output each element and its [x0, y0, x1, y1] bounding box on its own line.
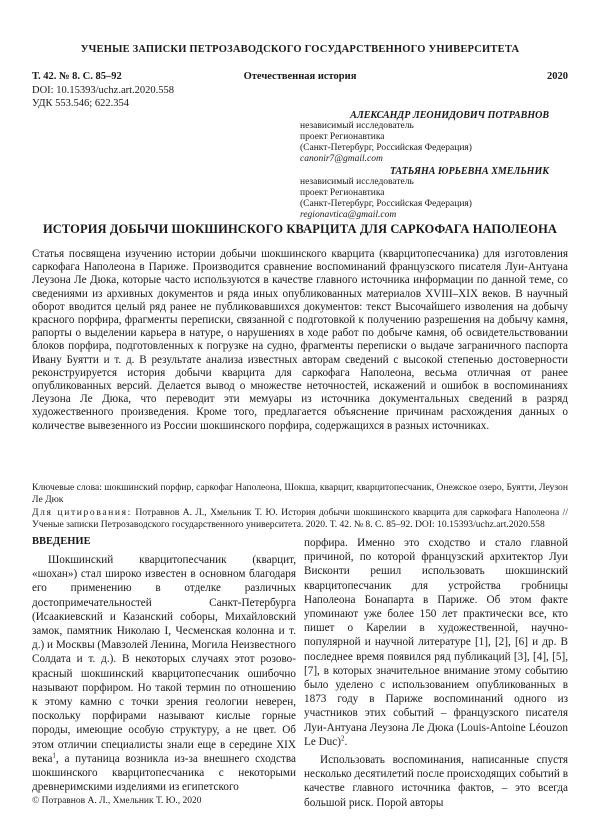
abstract: Статья посвящена изучению истории добычи шокшинского кварцита (кварцитопесчаника) для изготовления саркофага Наполеона в Париже. Производится сравнение воспоминаний французского писателя Луи-Антуана Леузона Ле Дюка, которые часто используются в качестве главного источника информации по данной теме, со сведениями из архивных документов и ряда иных опубликованных материалов XVIII–XIX веков. В научный оборот вводится целый ряд ранее не публиковавшихся документов: текст Высочайшего изволения на добычу красного порфира, фрагменты переписки, связанной с подготовкой к получению разрешения на добычу камня, рапорты о выделении карьера в натуре, о нарушениях в ходе работ по добыче камня, об освидетельствовании блоков порфира, подготовленных к погрузке на судно, фрагменты переписки о выдаче заграничного паспорта Ивану Буятти и т. д. В результате анализа известных авторам сведений с высокой степенью достоверности реконструируется история добычи кварцита для саркофага Наполеона, весьма отличная от ранее опубликованных версий. Делается вывод о множестве неточностей, искажений и ошибок в воспоминаниях Леузона Ле Дюка, что переводит эти мемуары из источника документальных сведений в разряд художественного произведения. Кроме того, предлагается объяснение причинам расхождения данных о количестве вывезенного из России шокшинского порфира, содержащихся в разных источниках. [32, 248, 568, 432]
doi[interactable]: DOI: 10.15393/uchz.art.2020.558 [32, 85, 175, 96]
issue-meta-row [32, 71, 568, 82]
author-affiliation-line: (Санкт-Петербург, Российская Федерация) [300, 143, 472, 153]
body-paragraph [32, 553, 296, 794]
article-title: ИСТОРИЯ ДОБЫЧИ ШОКШИНСКОГО КВАРЦИТА ДЛЯ САРКОФАГА НАПОЛЕОНА [42, 222, 558, 236]
citation-text: Потравнов А. Л., Хмельник Т. Ю. История добычи шокшинского кварцита для саркофага Наполеона // Ученые записки Петрозаводского государственного университета. 2020. Т. 42. № 8. С. 85–92. DOI: 10.15393/uchz.art.2020.558 [32, 507, 568, 530]
journal-title: УЧЕНЫЕ ЗАПИСКИ ПЕТРОЗАВОДСКОГО ГОСУДАРСТВЕННОГО УНИВЕРСИТЕТА [80, 44, 520, 55]
body-text: . [344, 735, 348, 748]
author-name: ТАТЬЯНА ЮРЬЕВНА ХМЕЛЬНИК [390, 166, 549, 177]
author-email[interactable]: regionavtica@gmail.com [300, 210, 397, 220]
author-block-2 [300, 166, 549, 221]
author-affiliation-line: проект Регионавтика [300, 188, 385, 198]
author-affiliation-line: независимый исследователь [300, 177, 414, 187]
citation [32, 507, 568, 531]
udc: УДК 553.546; 622.354 [32, 98, 129, 109]
author-affiliation-line: (Санкт-Петербург, Российская Федерация) [300, 199, 472, 209]
section-name: Отечественная история [243, 71, 357, 82]
body-text: Шокшинский кварцитопесчаник (кварцит, «шохан») стал широко известен в основном благодаря его применению в отделке различных достопримечательностей Санкт-Петербурга (Исаакиевский и Казанский соборы, Михайловский замок, памятник Николаю I, Чесменская колонна и т. д.) и Москвы (Мавзолей Ленина, Могила Неизвестного Солдата и т. д.). В некоторых случаях этот розово-красный шокшинский кварцитопесчаник ошибочно называют порфиром. Но такой термин по отношению к этому камню с точки зрения геологии неверен, поскольку порфирами называют кислые горные породы, имеющие особую структуру, а не цвет. Об этом отличии специалисты знали еще в середине XIX века [32, 554, 296, 765]
issue-info: Т. 42. № 8. С. 85–92 [32, 71, 122, 82]
body-column-right [304, 536, 568, 810]
footnote-ref[interactable]: 2 [340, 734, 345, 743]
keywords-label: Ключевые слова: [32, 482, 102, 493]
author-name: АЛЕКСАНДР ЛЕОНИДОВИЧ ПОТРАВНОВ [350, 110, 549, 121]
body-column-left [32, 553, 296, 794]
author-block-1 [300, 110, 549, 165]
copyright: © Потравнов А. Л., Хмельник Т. Ю., 2020 [32, 796, 202, 806]
footnote-ref[interactable]: 1 [52, 751, 56, 760]
author-affiliation-line: проект Регионавтика [300, 132, 385, 142]
keywords [32, 482, 568, 506]
identifiers [32, 84, 174, 110]
citation-label: Для цитирования: [32, 507, 132, 518]
body-paragraph [304, 536, 568, 749]
section-heading: ВВЕДЕНИЕ [32, 536, 91, 547]
body-paragraph: Использовать воспоминания, написанные спустя несколько десятилетий после происходящих событий в качестве главного источника фактов, – это всегда большой риск. Порой авторы [304, 754, 568, 809]
author-affiliation-line: независимый исследователь [300, 121, 414, 131]
body-text: , а путаница возникла из-за внешнего сходства шокшинского кварцитопесчаника с некоторыми древнеримскими изделиями из египетского [32, 752, 296, 794]
body-text: порфира. Именно это сходство и стало главной причиной, по которой французский архитектор Луи Висконти решил использовать шокшинский кварцитопесчаник для устройства гробницы Наполеона Бонапарта в Париже. Об этом факте упоминают уже более 150 лет практически все, кто пишет о Карелии в художественной, научно-популярной и научной литературе [1], [2], [6] и др. В последнее время появился ряд публикаций [3], [4], [5], [7], в которых значительное внимание этому событию было уделено с использованием опубликованных в 1873 году в Париже воспоминаний одного из участников этих событий – французского писателя Луи-Антуана Леузона Ле Дюка (Louis-Antoine Léouzon Le Duc) [304, 537, 568, 748]
keywords-text: шокшинский порфир, саркофаг Наполеона, Шокша, кварцит, кварцитопесчаник, Онежское озеро, Буятти, Леузон Ле Дюк [32, 482, 568, 505]
issue-year: 2020 [547, 71, 568, 82]
author-email[interactable]: canonir7@gmail.com [300, 154, 383, 164]
